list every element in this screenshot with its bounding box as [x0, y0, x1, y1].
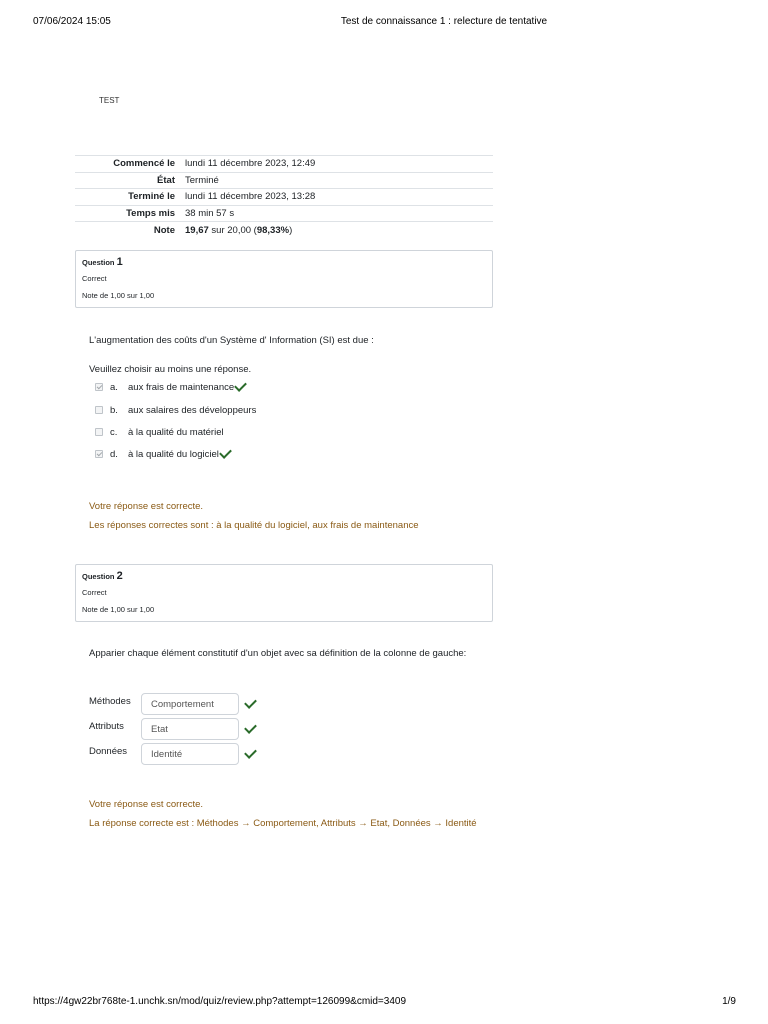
question-state: Correct	[82, 588, 107, 597]
answer-text: aux frais de maintenance	[128, 381, 235, 393]
print-datetime: 07/06/2024 15:05	[33, 16, 111, 27]
match-select[interactable]: Etat	[141, 718, 239, 740]
question-state: Correct	[82, 274, 107, 283]
answer-checkbox[interactable]	[95, 450, 103, 458]
attempt-summary-table	[75, 155, 493, 238]
answer-letter: b.	[110, 404, 118, 416]
summary-label: Commencé le	[113, 158, 175, 170]
correct-check-icon	[234, 379, 247, 392]
answer-letter: d.	[110, 448, 118, 460]
answer-option-b[interactable]	[95, 403, 256, 417]
grade-percent: 98,33%	[256, 224, 290, 236]
answer-option-d[interactable]	[95, 447, 229, 461]
summary-row	[75, 189, 493, 206]
print-url: https://4gw22br768te-1.unchk.sn/mod/quiz/review.php?attempt=126099&cmid=3409	[33, 996, 407, 1007]
match-select[interactable]: Identité	[141, 743, 239, 765]
question-2-text: Apparier chaque élément constitutif d'un objet avec sa définition de la colonne de gauche:	[89, 648, 467, 659]
correct-check-icon	[244, 696, 257, 709]
answer-text: aux salaires des développeurs	[128, 404, 257, 416]
print-page-number: 1/9	[722, 996, 736, 1007]
summary-value	[185, 222, 493, 239]
summary-row	[75, 205, 493, 222]
question-1-feedback: Votre réponse est correcte.	[89, 501, 204, 512]
answer-checkbox[interactable]	[95, 406, 103, 414]
match-select[interactable]: Comportement	[141, 693, 239, 715]
question-number: Question 2	[82, 570, 123, 582]
question-2-info	[75, 564, 493, 622]
correct-check-icon	[244, 746, 257, 759]
match-label: Attributs	[89, 720, 124, 732]
summary-label: Terminé le	[128, 191, 175, 203]
question-number: Question 1	[82, 256, 123, 268]
summary-value: lundi 11 décembre 2023, 12:49	[185, 158, 316, 170]
breadcrumb[interactable]: TEST	[99, 96, 120, 105]
question-1-prompt: Veuillez choisir au moins une réponse.	[89, 364, 252, 375]
summary-row	[75, 172, 493, 189]
match-row	[89, 717, 254, 741]
summary-value: Terminé	[185, 174, 219, 186]
summary-row	[75, 222, 493, 239]
correct-check-icon	[244, 721, 257, 734]
answer-letter: c.	[110, 426, 118, 438]
match-label: Méthodes	[89, 695, 131, 707]
answer-checkbox[interactable]	[95, 383, 103, 391]
answer-option-a[interactable]	[95, 380, 244, 394]
answer-option-c[interactable]	[95, 425, 224, 439]
match-row	[89, 742, 254, 766]
answer-text: à la qualité du matériel	[128, 426, 224, 438]
summary-row	[75, 156, 493, 173]
summary-value: 38 min 57 s	[185, 207, 235, 219]
summary-label: Temps mis	[126, 207, 175, 219]
correct-check-icon	[219, 446, 232, 459]
question-2-feedback: Votre réponse est correcte.	[89, 799, 204, 810]
question-1-info	[75, 250, 493, 308]
question-1-right-answer: Les réponses correctes sont : à la qualité du logiciel, aux frais de maintenance	[89, 520, 419, 531]
answer-checkbox[interactable]	[95, 428, 103, 436]
question-grade: Note de 1,00 sur 1,00	[82, 605, 155, 614]
question-2-right-answer: La réponse correcte est : Méthodes → Comportement, Attributs → Etat, Données → Identité	[89, 818, 477, 829]
match-row	[89, 692, 254, 716]
answer-text: à la qualité du logiciel	[128, 448, 219, 460]
print-title: Test de connaissance 1 : relecture de tentative	[340, 16, 548, 27]
question-grade: Note de 1,00 sur 1,00	[82, 291, 155, 300]
summary-label: Note	[153, 224, 175, 236]
grade-score: 19,67	[185, 224, 209, 236]
grade-close: )	[289, 224, 293, 236]
match-label: Données	[89, 745, 128, 757]
answer-letter: a.	[110, 381, 118, 393]
summary-label: État	[157, 174, 175, 186]
question-1-text: L'augmentation des coûts d'un Système d' Information (SI) est due :	[89, 335, 374, 346]
summary-value: lundi 11 décembre 2023, 13:28	[185, 191, 316, 203]
grade-out-of: sur 20,00 (	[208, 224, 257, 236]
